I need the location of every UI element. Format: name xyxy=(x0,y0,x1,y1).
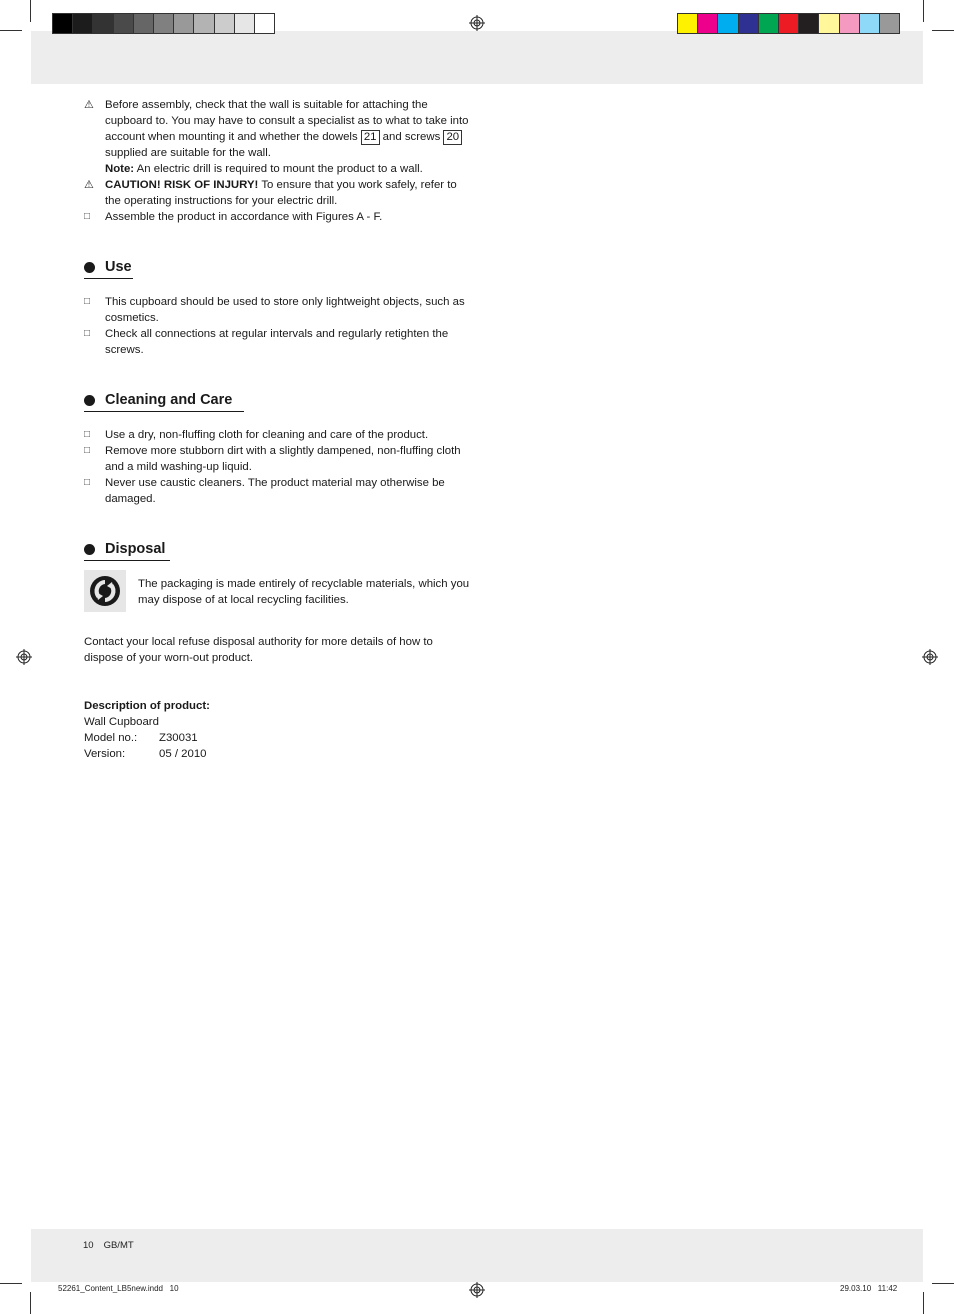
color-swatch xyxy=(859,13,879,34)
crop-mark xyxy=(30,0,31,22)
content-column xyxy=(84,97,474,762)
caution-item: ⚠ CAUTION! RISK OF INJURY! To ensure that you work safely, refer to the operating instructions for your electric drill. xyxy=(84,179,457,207)
list-item: □ Remove more stubborn dirt with a slightly dampened, non-fluffing cloth and a mild washing-up liquid. xyxy=(84,445,461,473)
packaging-note: The packaging is made entirely of recyclable materials, which you may dispose of at local recycling facilities. xyxy=(84,576,474,618)
part-ref-screws: 20 xyxy=(443,130,462,145)
checkbox-square-icon: □ xyxy=(84,328,91,339)
checkbox-square-icon: □ xyxy=(84,477,91,488)
recycling-logo xyxy=(84,570,126,612)
color-swatch xyxy=(758,13,778,34)
color-swatch xyxy=(234,13,254,34)
footer-band xyxy=(31,1229,923,1282)
list-item: □ Never use caustic cleaners. The product material may otherwise be damaged. xyxy=(84,477,445,505)
registration-mark-icon xyxy=(16,649,32,665)
file-slug: 52261_Content_LB5new.indd 10 xyxy=(58,1284,179,1293)
section-heading-disposal: Disposal xyxy=(84,540,474,560)
disposal-contact-text: Contact your local refuse disposal authority for more details of how to dispose of your worn-out product. xyxy=(84,636,433,664)
color-swatch xyxy=(778,13,798,34)
color-swatch xyxy=(52,13,72,34)
page-number: 10 xyxy=(83,1240,94,1251)
checkbox-square-icon: □ xyxy=(84,296,91,307)
wall-check-text: Before assembly, check that the wall is suitable for attaching the cupboard to. You may have to consult a specialist as to what to take into account when mounting it and whether the dowels 21 and screws 20 supplied are suitable for the wall. xyxy=(105,99,469,159)
product-name: Wall Cupboard xyxy=(84,716,159,728)
crop-mark xyxy=(30,1292,31,1314)
bullet-dot-icon xyxy=(84,262,95,273)
bullet-dot-icon xyxy=(84,395,95,406)
color-swatch xyxy=(717,13,737,34)
color-swatch xyxy=(839,13,859,34)
checkbox-square-icon: □ xyxy=(84,211,91,222)
crop-mark xyxy=(0,30,22,31)
color-swatch xyxy=(173,13,193,34)
part-ref-dowels: 21 xyxy=(361,130,380,145)
registration-mark-icon xyxy=(922,649,938,665)
checkbox-square-icon: □ xyxy=(84,445,91,456)
color-swatch xyxy=(798,13,818,34)
warning-item xyxy=(84,97,474,177)
color-swatch xyxy=(113,13,133,34)
process-color-bar xyxy=(677,13,900,33)
heading-underline xyxy=(84,560,170,561)
warning-triangle-icon: ⚠ xyxy=(84,179,94,191)
color-swatch xyxy=(818,13,838,34)
page-footer xyxy=(83,1240,144,1251)
list-item: □ Check all connections at regular intervals and regularly retighten the screws. xyxy=(84,328,449,356)
bullet-dot-icon xyxy=(84,544,95,555)
color-swatch xyxy=(133,13,153,34)
warning-triangle-icon: ⚠ xyxy=(84,99,94,111)
color-swatch xyxy=(738,13,758,34)
green-dot-icon xyxy=(84,570,126,612)
color-swatch xyxy=(677,13,697,34)
heading-underline xyxy=(84,278,133,279)
date-slug: 29.03.10 11:42 xyxy=(840,1284,898,1293)
language-code: GB/MT xyxy=(103,1240,134,1251)
section-heading-use: Use xyxy=(84,258,474,278)
section-heading-cleaning: Cleaning and Care xyxy=(84,391,474,411)
header-band xyxy=(31,31,923,84)
heading-underline xyxy=(84,411,244,412)
crop-mark xyxy=(923,0,924,22)
color-swatch xyxy=(153,13,173,34)
crop-mark xyxy=(0,1283,22,1284)
color-swatch xyxy=(193,13,213,34)
color-swatch xyxy=(214,13,234,34)
model-row: Model no.: Z30031 xyxy=(84,732,198,744)
crop-mark xyxy=(932,30,954,31)
note-line: Note: An electric drill is required to mount the product to a wall. xyxy=(105,163,423,175)
grayscale-color-bar xyxy=(52,13,275,33)
list-item: □ This cupboard should be used to store only lightweight objects, such as cosmetics. xyxy=(84,296,465,324)
crop-mark xyxy=(923,1292,924,1314)
registration-mark-icon xyxy=(469,1282,485,1298)
list-item: □ Use a dry, non-fluffing cloth for cleaning and care of the product. xyxy=(84,429,429,441)
product-description: Description of product: Wall Cupboard Model no.: Z30031 Version: 05 / 2010 xyxy=(84,698,474,762)
checkbox-square-icon: □ xyxy=(84,429,91,440)
color-swatch xyxy=(254,13,275,34)
color-swatch xyxy=(72,13,92,34)
crop-mark xyxy=(932,1283,954,1284)
color-swatch xyxy=(697,13,717,34)
list-item: □ Assemble the product in accordance with Figures A - F. xyxy=(84,211,383,223)
registration-mark-icon xyxy=(469,15,485,31)
version-row: Version: 05 / 2010 xyxy=(84,748,207,760)
color-swatch xyxy=(879,13,900,34)
color-swatch xyxy=(92,13,112,34)
